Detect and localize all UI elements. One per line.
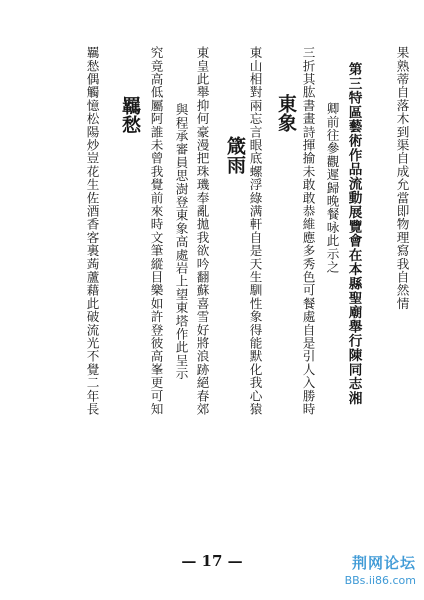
poem-line-6: 羈愁偶觸憶松陽炒豈花生佐酒香客裏蒟蘆藉此破流光不覺二年長 bbox=[84, 46, 100, 416]
poem-line-4: 東皇此舉抑何豪漫把珠璣奉亂拋我欲吟翻蘇喜雪好將浪跡絕春郊 bbox=[194, 46, 210, 416]
poem-title-line-1: 第三特區藝術作品流動展覽會在本縣聖廟舉行陳同志湘 bbox=[345, 62, 362, 406]
poem-line-2: 三折其肱書畫詩揮揄未敢敢恭維應多秀色可餐處自是引人入勝時 bbox=[300, 46, 316, 416]
poem-title-line-2: 卿前往參觀遲歸晚餐咏此示之 bbox=[324, 102, 340, 274]
poem-line-3: 東山相對兩忘言眼底螺浮綠满軒自是天生馴性象得能默化我心猿 bbox=[247, 46, 263, 416]
poem-title-rain: 箴雨 bbox=[224, 136, 246, 174]
poem-title-climbing: 與程承審員思澍登東象高處岩上望東塔作此呈示 bbox=[173, 103, 189, 381]
poem-line-5: 究竟高低屬阿誰未曾我覺前來時文筆縱目樂如許登彼高峯更可知 bbox=[148, 46, 164, 416]
poem-title-east-elephant: 東象 bbox=[275, 94, 297, 132]
page-number: — 17 — bbox=[181, 552, 243, 570]
watermark-site-url: BBs.ii86.com bbox=[344, 574, 416, 587]
poem-line-1: 果熟蒂自落木到渠自成允當即物理寫我自然情 bbox=[394, 46, 410, 310]
watermark-site-name: 荆网论坛 bbox=[351, 554, 416, 572]
poem-title-homesickness: 羈愁 bbox=[119, 96, 141, 134]
watermark bbox=[345, 552, 416, 587]
